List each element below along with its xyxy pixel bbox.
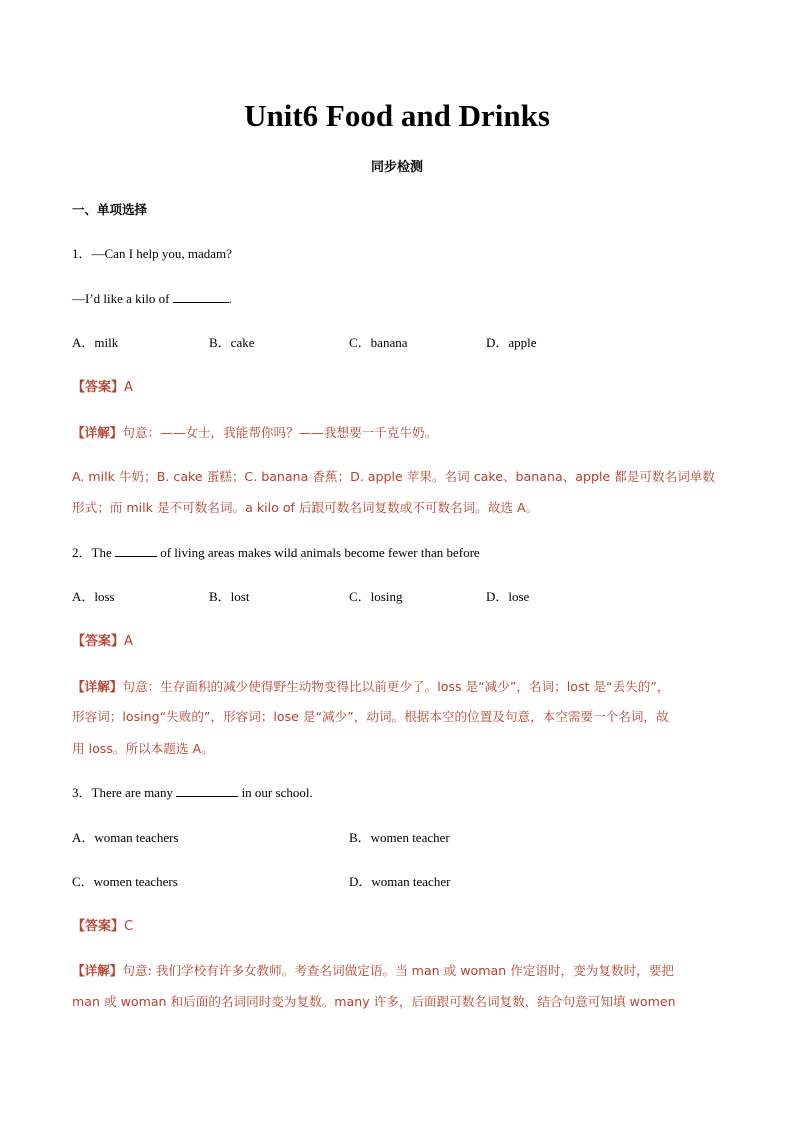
q2-stem-text: 2．The	[72, 545, 112, 560]
section-heading: 一、单项选择	[72, 202, 148, 217]
q3-detail-text: 句意: 我们学校有许多女教师。考查名词做定语。当 man 或 woman 作定语时，变为复数时，要把	[122, 963, 674, 978]
q2-answer-value: A	[124, 634, 133, 649]
q3-stem-end: in our school.	[241, 785, 313, 800]
q2-option-a: A．loss	[72, 589, 115, 604]
q1-detail-line3: 形式；而 milk 是不可数名词。a kilo of 后跟可数名词复数或不可数名词。故选 A。	[72, 500, 539, 515]
q3-stem	[72, 784, 313, 802]
q3-detail-tag: 【详解】	[72, 963, 123, 978]
q1-stem-line2	[72, 290, 232, 308]
q1-option-b: B．cake	[209, 335, 255, 350]
document-title: Unit6 Food and Drinks	[244, 98, 550, 133]
q3-option-b: B．women teacher	[349, 830, 450, 845]
q1-blank	[173, 290, 229, 303]
q1-detail-tag: 【详解】	[72, 425, 123, 440]
q3-stem-text: 3．There are many	[72, 785, 174, 800]
q3-option-d: D．woman teacher	[349, 874, 451, 889]
q2-answer	[72, 633, 133, 651]
q1-option-c: C．banana	[349, 335, 408, 350]
q2-stem	[72, 544, 480, 562]
q3-answer-tag: 【答案】	[72, 919, 125, 934]
q2-detail-line1	[72, 678, 669, 696]
q3-blank	[176, 784, 238, 797]
q2-answer-tag: 【答案】	[72, 634, 125, 649]
q2-option-c: C．losing	[349, 589, 403, 604]
q3-option-c: C．women teachers	[72, 874, 178, 889]
q1-option-a: A．milk	[72, 335, 119, 350]
q1-answer-value: A	[124, 380, 133, 395]
q1-stem-text: —I’d like a kilo of	[72, 291, 170, 306]
q2-detail-line2: 形容词；losing“失败的”，形容词；lose 是“减少”，动词。根据本空的位置及句意，本空需要一个名词，故	[72, 709, 669, 724]
q3-option-a: A．woman teachers	[72, 830, 179, 845]
q1-option-d: D．apple	[486, 335, 537, 350]
q1-answer	[72, 379, 133, 397]
q2-blank	[115, 544, 157, 557]
q3-detail-line2: man 或 woman 和后面的名词同时变为复数。many 许多，后面跟可数名词复数，结合句意可知填 women	[72, 994, 676, 1009]
q1-detail-text: 句意：——女士，我能帮你吗？——我想要一千克牛奶。	[122, 425, 438, 440]
q1-stem-end: .	[228, 291, 232, 306]
q1-stem-line1: 1．—Can I help you, madam?	[72, 246, 232, 261]
q1-detail-line1	[72, 424, 437, 442]
q2-option-d: D．lose	[486, 589, 530, 604]
q3-detail-line1	[72, 962, 674, 980]
document-subtitle: 同步检测	[370, 160, 423, 175]
q2-detail-line3: 用 loss。所以本题选 A。	[72, 741, 214, 756]
q1-detail-line2: A. milk 牛奶；B. cake 蛋糕；C. banana 香蕉；D. apple 苹果。名词 cake、banana、apple 都是可数名词单数	[72, 469, 715, 484]
q3-answer-value: C	[124, 919, 134, 934]
q2-option-b: B．lost	[209, 589, 250, 604]
q2-stem-end: of living areas makes wild animals become fewer than before	[160, 545, 480, 560]
q1-answer-tag: 【答案】	[72, 380, 125, 395]
q2-detail-text: 句意：生存面积的减少使得野生动物变得比以前更少了。loss 是“减少”，名词；lost 是“丢失的”，	[122, 679, 670, 694]
q2-detail-tag: 【详解】	[72, 679, 123, 694]
q3-answer	[72, 918, 133, 936]
